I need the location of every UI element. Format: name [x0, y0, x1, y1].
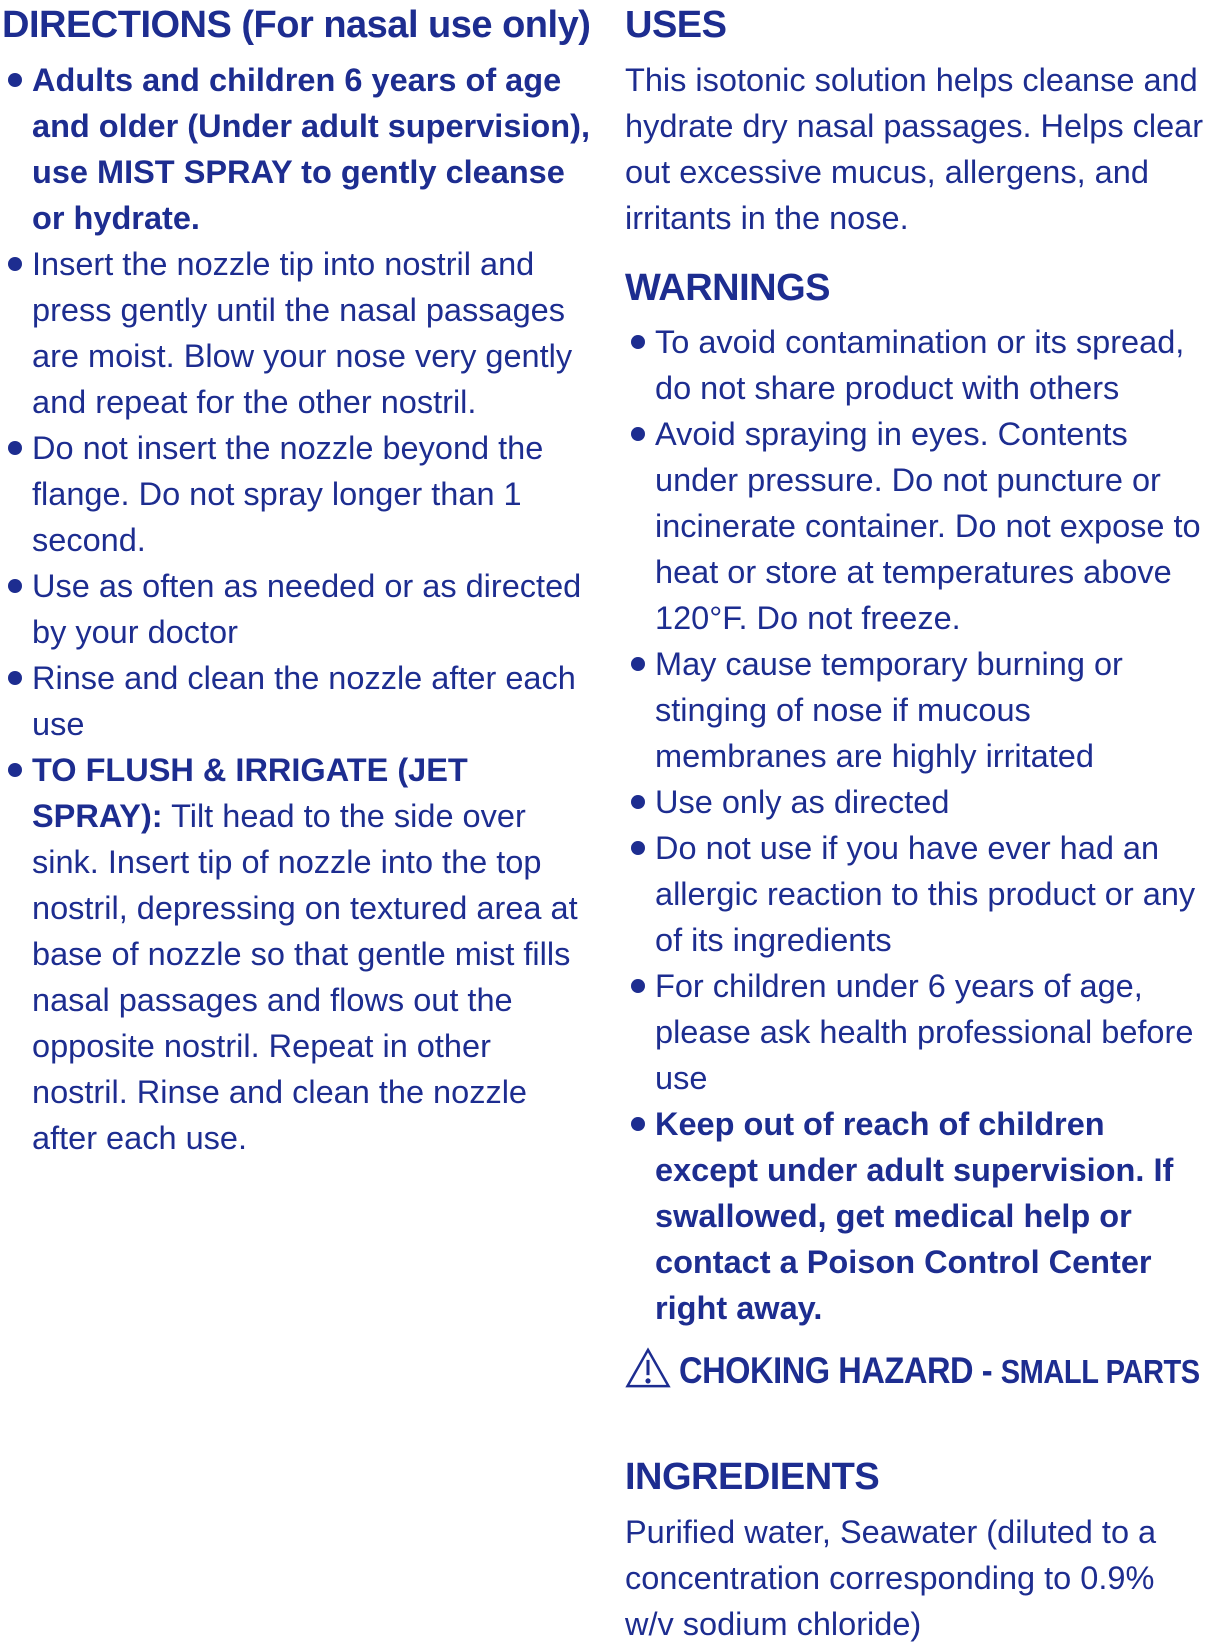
bullet-text: Use only as directed: [655, 784, 950, 821]
bullet-rest: Tilt head to the side over sink. Insert tip of nozzle into the top nostril, depressing on textured area at base of nozzle so that gentle mist fills nasal passages and flows out the opposite nostril. Repeat in other nostril. Rinse and clean the nozzle after each use.: [32, 797, 578, 1156]
bullet-icon: [631, 979, 645, 993]
list-item: [625, 319, 1210, 411]
uses-section: [625, 4, 1210, 241]
list-item: [625, 825, 1210, 963]
bullet-icon: [631, 335, 645, 349]
list-item: [2, 747, 592, 1161]
list-item: [2, 425, 592, 563]
right-column: [625, 4, 1210, 1642]
choking-hazard-sub: SMALL PARTS: [1000, 1352, 1200, 1390]
warnings-heading: WARNINGS: [625, 266, 830, 309]
uses-body: This isotonic solution helps cleanse and hydrate dry nasal passages. Helps clear out excessive mucus, allergens, and irritants in the nose.: [625, 61, 1204, 236]
uses-heading: USES: [625, 4, 727, 46]
bullet-icon: [631, 841, 645, 855]
bullet-text: Do not insert the nozzle beyond the flange. Do not spray longer than 1 second.: [32, 429, 544, 558]
directions-section: [2, 4, 592, 1500]
bullet-icon: [8, 671, 22, 685]
bullet-icon: [631, 427, 645, 441]
bullet-text: Insert the nozzle tip into nostril and press gently until the nasal passages are moist. Blow your nose very gently and repeat for the other nostril.: [32, 245, 573, 420]
choking-hazard-text: [679, 1350, 1200, 1392]
bullet-text: Rinse and clean the nozzle after each use: [32, 659, 576, 742]
ingredients-heading: INGREDIENTS: [625, 1456, 880, 1499]
bullet-icon: [8, 441, 22, 455]
list-item: [625, 411, 1210, 641]
warnings-bullet-list: [625, 319, 1210, 1331]
warnings-section: [625, 267, 1210, 1395]
bullet-icon: [8, 579, 22, 593]
bullet-text: Do not use if you have ever had an allergic reaction to this product or any of its ingredients: [655, 830, 1196, 959]
list-item: [2, 241, 592, 425]
choking-hazard-main: CHOKING HAZARD -: [679, 1349, 1001, 1391]
list-item: [625, 779, 1210, 825]
bullet-text: To avoid contamination or its spread, do not share product with others: [655, 324, 1185, 407]
bullet-icon: [631, 795, 645, 809]
directions-heading: DIRECTIONS (For nasal use only): [2, 4, 591, 46]
warning-triangle-icon: [625, 1347, 671, 1394]
bullet-text: May cause temporary burning or stinging of nose if mucous membranes are highly irritated: [655, 646, 1123, 775]
bullet-text: For children under 6 years of age, please ask health professional before use: [655, 968, 1194, 1097]
bullet-icon: [8, 257, 22, 271]
list-item: [2, 563, 592, 655]
bullet-text: Adults and children 6 years of age and older (Under adult supervision), use MIST SPRAY to gently cleanse or hydrate.: [32, 61, 590, 236]
choking-hazard-row: [625, 1347, 1210, 1394]
bullet-text: Avoid spraying in eyes. Contents under pressure. Do not puncture or incinerate container. Do not expose to heat or store at temperatures above 120°F. Do not freeze.: [655, 416, 1201, 637]
bullet-icon: [8, 73, 22, 87]
list-item: [2, 57, 592, 241]
directions-bullet-list: [2, 57, 592, 1161]
bullet-text: Use as often as needed or as directed by your doctor: [32, 567, 582, 650]
list-item: [625, 1101, 1210, 1331]
bullet-text: [32, 747, 592, 1161]
bullet-icon: [631, 1117, 645, 1131]
bullet-icon: [631, 657, 645, 671]
list-item: [2, 655, 592, 747]
list-item: [625, 963, 1210, 1101]
bullet-text: Keep out of reach of children except under adult supervision. If swallowed, get medical help or contact a Poison Control Center right away.: [655, 1106, 1174, 1327]
ingredients-section: [625, 1456, 1210, 1647]
list-item: [625, 641, 1210, 779]
bullet-lead-bold: TO FLUSH & IRRIGATE (JET SPRAY):: [32, 751, 468, 834]
bullet-icon: [8, 763, 22, 777]
ingredients-body: Purified water, Seawater (diluted to a concentration corresponding to 0.9% w/v sodium chloride): [625, 1513, 1157, 1642]
